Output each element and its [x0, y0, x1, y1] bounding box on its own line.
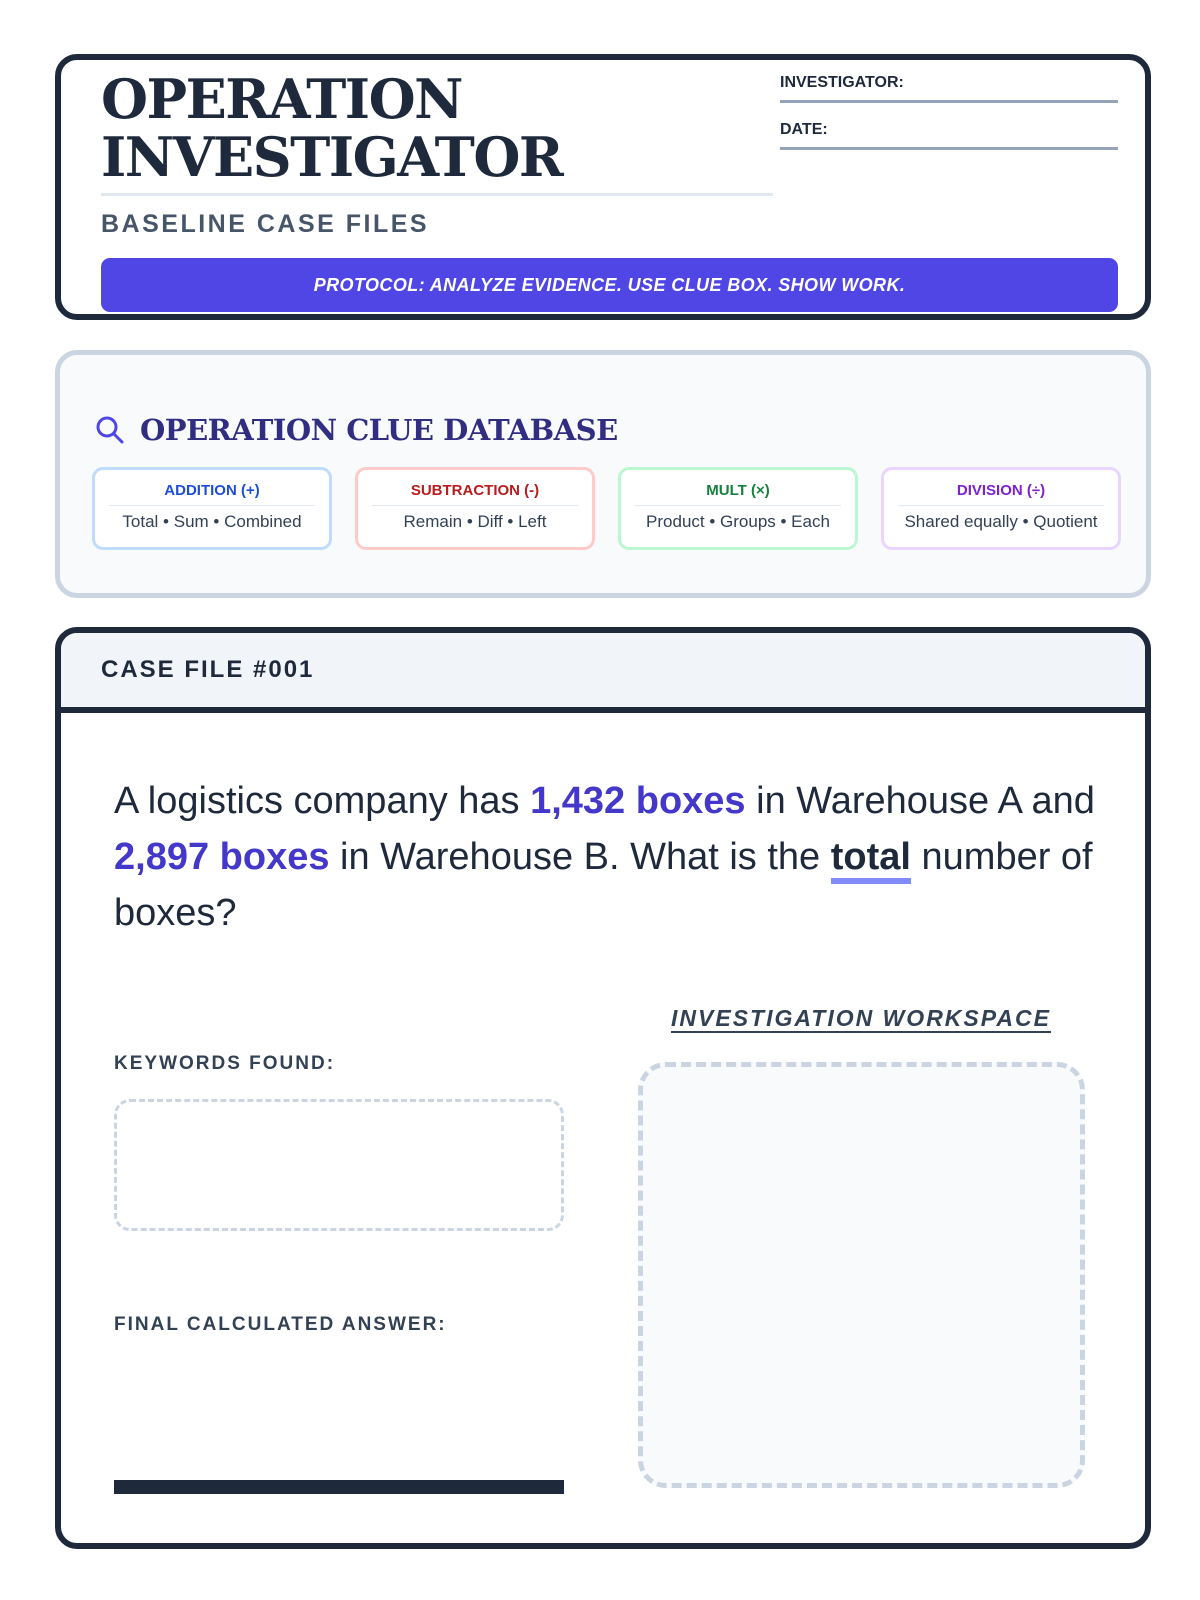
answer-line[interactable] — [114, 1480, 564, 1494]
clue-name: MULT (×) — [706, 482, 770, 499]
date-field[interactable] — [780, 121, 1118, 150]
header-card — [55, 54, 1151, 320]
clue-desc: Remain • Diff • Left — [403, 512, 547, 531]
word-problem — [114, 773, 1104, 941]
problem-text: A logistics company has — [114, 780, 531, 822]
investigator-line[interactable] — [780, 100, 1118, 103]
clue-database-header — [94, 410, 618, 450]
problem-text: number of boxes? — [114, 836, 1093, 934]
clue-desc: Product • Groups • Each — [646, 512, 830, 531]
clue-divider — [898, 505, 1104, 506]
answer-label: FINAL CALCULATED ANSWER: — [114, 1314, 447, 1335]
clue-division — [881, 467, 1121, 550]
clue-desc: Total • Sum • Combined — [122, 512, 302, 531]
page-title — [101, 67, 563, 189]
clue-database-title: OPERATION CLUE DATABASE — [140, 413, 618, 447]
protocol-banner: PROTOCOL: ANALYZE EVIDENCE. USE CLUE BOX. SHOW WORK. — [101, 258, 1118, 312]
workspace-label: INVESTIGATION WORKSPACE — [671, 1005, 1051, 1031]
keywords-label: KEYWORDS FOUND: — [114, 1053, 336, 1074]
clue-name: SUBTRACTION (-) — [410, 482, 540, 499]
title-line-1: OPERATION — [101, 67, 462, 131]
clue-divider — [109, 505, 315, 506]
case-file-header — [61, 633, 1145, 713]
subtitle: BASELINE CASE FILES — [101, 210, 430, 238]
investigator-label: INVESTIGATOR: — [780, 74, 904, 91]
clue-multiplication — [618, 467, 858, 550]
clue-list — [92, 467, 1121, 550]
number-highlight: 2,897 boxes — [114, 836, 330, 878]
search-icon — [94, 414, 126, 446]
date-label: DATE: — [780, 121, 828, 138]
investigator-field[interactable] — [780, 74, 1118, 103]
keywords-input-box[interactable] — [114, 1099, 564, 1231]
problem-text: in Warehouse B. What is the — [329, 836, 831, 878]
number-highlight: 1,432 boxes — [530, 780, 746, 822]
problem-text: in Warehouse A and — [745, 780, 1095, 822]
clue-desc: Shared equally • Quotient — [904, 512, 1098, 531]
clue-subtraction — [355, 467, 595, 550]
keyword-highlight: total — [831, 836, 911, 884]
case-file-label: CASE FILE #001 — [101, 656, 315, 683]
title-line-2: INVESTIGATOR — [101, 125, 563, 189]
clue-database — [55, 350, 1151, 598]
date-line[interactable] — [780, 147, 1118, 150]
title-divider — [101, 193, 773, 196]
clue-divider — [372, 505, 578, 506]
clue-addition — [92, 467, 332, 550]
clue-divider — [635, 505, 841, 506]
clue-name: ADDITION (+) — [164, 482, 260, 499]
clue-name: DIVISION (÷) — [956, 482, 1046, 499]
case-file-card — [55, 627, 1151, 1549]
workspace-box[interactable] — [638, 1062, 1085, 1488]
